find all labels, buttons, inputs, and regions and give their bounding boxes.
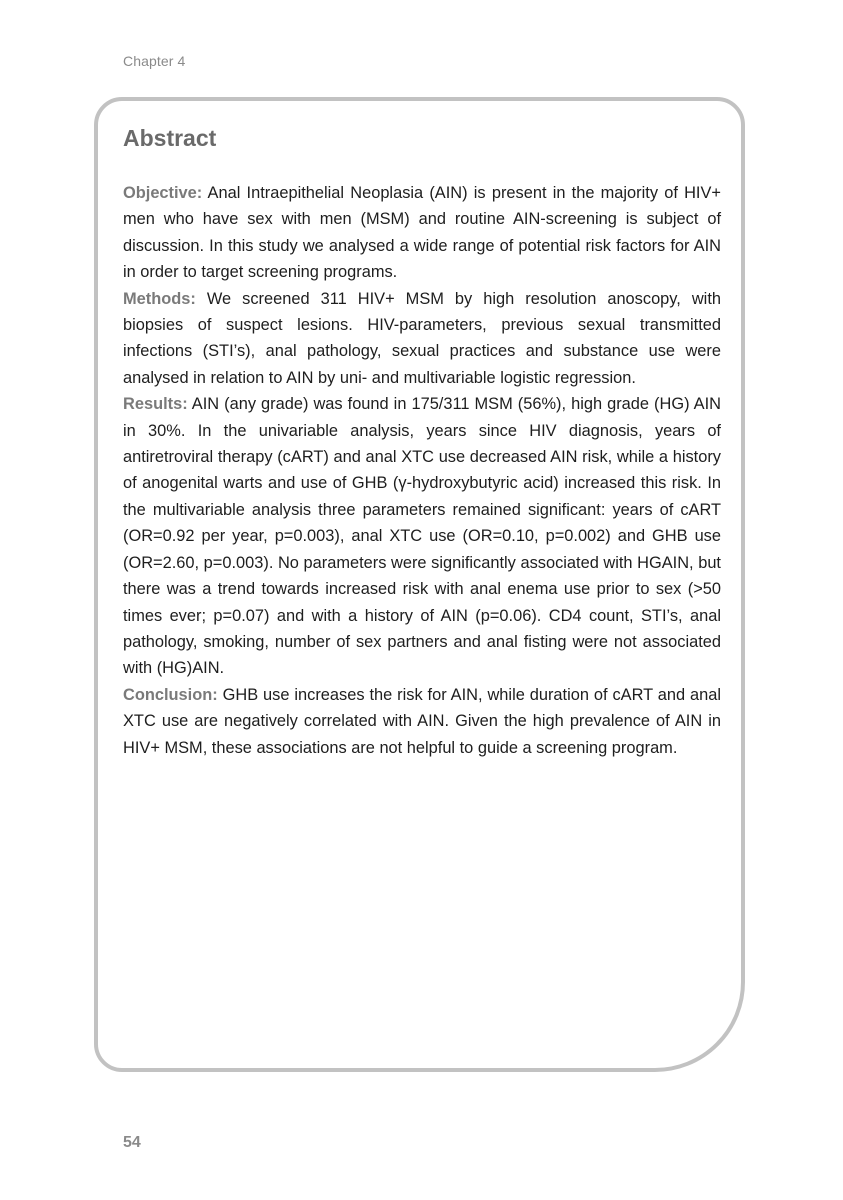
conclusion-label: Conclusion: [123,685,218,704]
results-paragraph [123,391,721,681]
results-label: Results: [123,395,188,414]
abstract-title: Abstract [123,125,217,151]
conclusion-paragraph [123,682,721,761]
results-text: AIN (any grade) was found in 175/311 MSM (56%), high grade (HG) AIN in 30%. In the univariable analysis, years since HIV diagnosis, years of antiretroviral therapy (cART) and anal XTC use decreased AIN risk, while a history of anogenital warts and use of GHB (γ-hydroxybutyric acid) increased this risk. In the multivariable analysis three parameters remained significant: years of cART (OR=0.92 per year, p=0.003), anal XTC use (OR=0.10, p=0.002) and GHB use (OR=2.60, p=0.003). No parameters were significantly associated with HGAIN, but there was a trend towards increased risk with anal enema use prior to sex (>50 times ever; p=0.07) and with a history of AIN (p=0.06). CD4 count, STI’s, anal pathology, smoking, number of sex partners and anal fisting were not associated with (HG)AIN. [123,395,721,678]
objective-text: Anal Intraepithelial Neoplasia (AIN) is present in the majority of HIV+ men who have sex with men (MSM) and routine AIN-screening is subject of discussion. In this study we analysed a wide range of potential risk factors for AIN in order to target screening programs. [123,184,721,282]
objective-label: Objective: [123,184,203,202]
page-number: 54 [123,1134,141,1151]
abstract-body [123,180,721,761]
methods-label: Methods: [123,289,196,308]
objective-paragraph [123,180,721,286]
running-head: Chapter 4 [123,53,186,69]
methods-text: We screened 311 HIV+ MSM by high resolution anoscopy, with biopsies of suspect lesions. HIV-parameters, previous sexual transmitted infections (STI’s), anal pathology, sexual practices and substance use were analysed in relation to AIN by uni- and multivariable logistic regression. [123,289,721,387]
methods-paragraph [123,286,721,392]
conclusion-text: GHB use increases the risk for AIN, while duration of cART and anal XTC use are negatively correlated with AIN. Given the high prevalence of AIN in HIV+ MSM, these associations are not helpful to guide a screening program. [123,685,721,757]
